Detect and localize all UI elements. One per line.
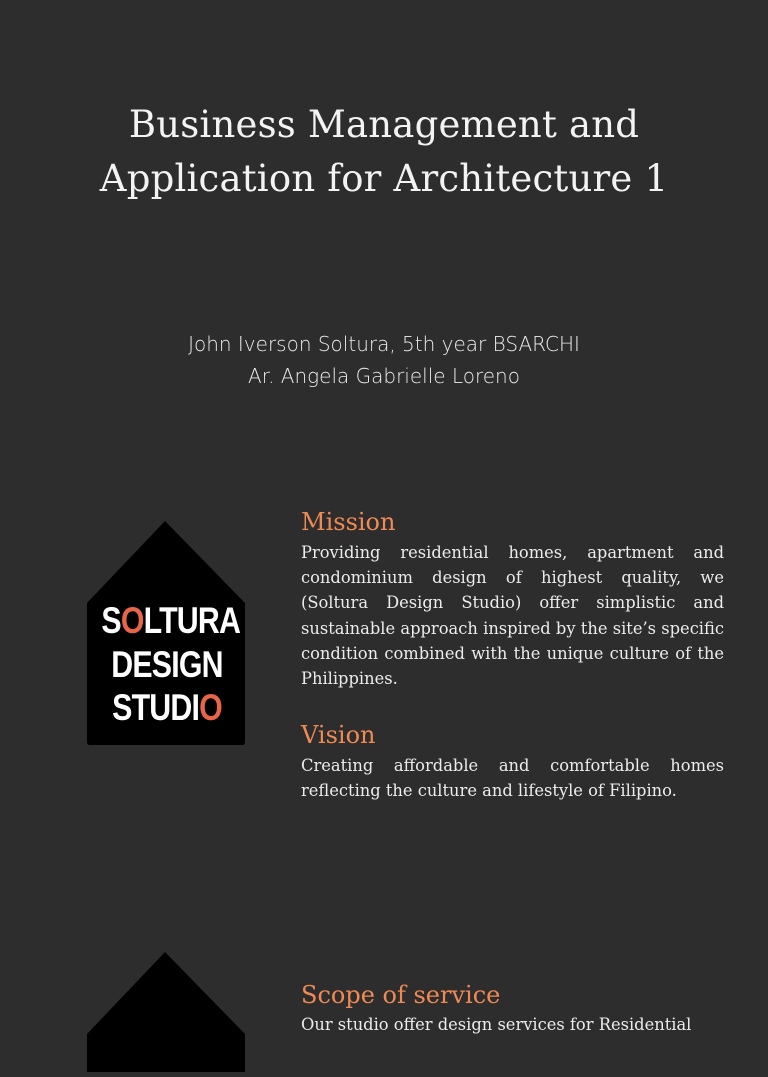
mission-heading: Mission [301, 508, 396, 536]
authors-block [0, 328, 768, 392]
house-shape-icon [87, 952, 247, 1072]
student-name: John Iverson Soltura, 5th year BSARCHI [188, 332, 580, 356]
mission-body: Providing residential homes, apartment and condominium design of highest quality, we (Soltura Design Studio) offer simplistic and sustainable approach inspired by the site’s specific condition combined with the unique culture of the Philippines. [301, 543, 724, 689]
studio-logo-partial [87, 952, 247, 1072]
logo-word-soltura: SOLTURA [101, 600, 241, 641]
title-line-1: Business Management and [128, 103, 640, 146]
vision-heading: Vision [301, 721, 376, 749]
logo-word-design: DESIGN [111, 644, 223, 685]
instructor-name: Ar. Angela Gabrielle Loreno [248, 364, 520, 388]
page-title [0, 98, 768, 206]
scope-body: Our studio offer design services for Residential [301, 1015, 692, 1034]
title-line-2: Application for Architecture 1 [99, 157, 669, 200]
scope-heading: Scope of service [301, 981, 501, 1009]
vision-body: Creating affordable and comfortable homes reflecting the culture and lifestyle of Filipino. [301, 756, 724, 801]
logo-word-studio: STUDIO [112, 687, 222, 728]
studio-logo [87, 521, 247, 745]
